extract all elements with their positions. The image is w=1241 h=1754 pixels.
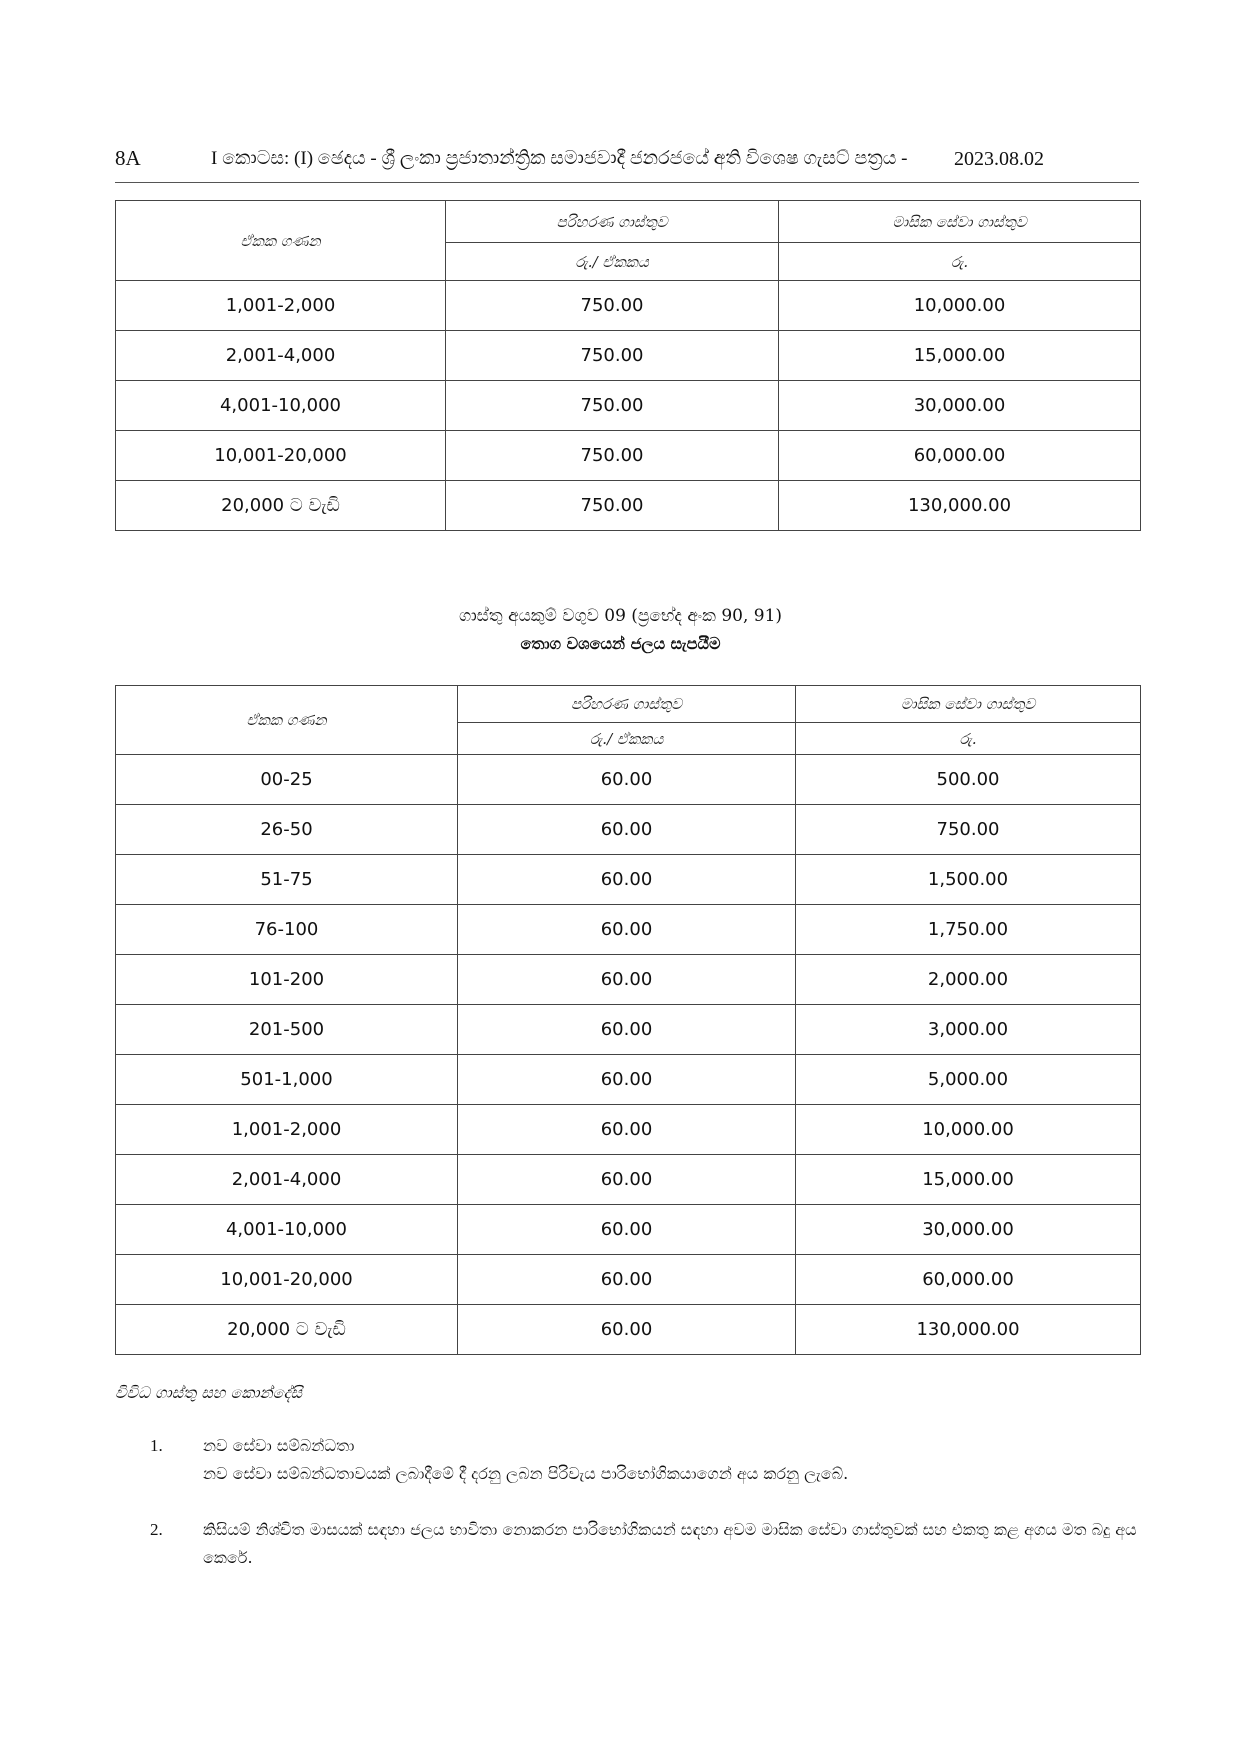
- note-item-1: [150, 1432, 1140, 1488]
- cell-monthly: 10,000.00: [779, 281, 1141, 331]
- cell-handling: 750.00: [446, 431, 779, 481]
- unit-handling: රු./ ඒකකය: [446, 243, 779, 281]
- note-number: 1.: [150, 1436, 163, 1455]
- cell-units: 2,001-4,000: [116, 1155, 458, 1205]
- cell-units: 20,000 ට වැඩි: [116, 1305, 458, 1355]
- note-text: කිසියම් නිශ්චිත මාසයක් සඳහා ජලය භාවිතා නොකරන පාරිභෝගිකයන් සඳහා අවම මාසික සේවා ගාස්තුවක් සහ එකතු කළ අගය මත බදු අය කෙරේ.: [203, 1520, 1137, 1567]
- cell-units: 26-50: [116, 805, 458, 855]
- cell-units: 201-500: [116, 1005, 458, 1055]
- unit-handling: රු./ ඒකකය: [458, 723, 796, 755]
- cell-monthly: 15,000.00: [779, 331, 1141, 381]
- col-header-monthly: මාසික සේවා ගාස්තුව: [796, 686, 1141, 723]
- cell-handling: 60.00: [458, 1305, 796, 1355]
- cell-handling: 60.00: [458, 805, 796, 855]
- unit-monthly: රු.: [779, 243, 1141, 281]
- table-row: [116, 1205, 1141, 1255]
- table-row: [116, 281, 1141, 331]
- cell-units: 10,001-20,000: [116, 431, 446, 481]
- cell-units: 20,000 ට වැඩි: [116, 481, 446, 531]
- cell-handling: 750.00: [446, 281, 779, 331]
- cell-monthly: 30,000.00: [796, 1205, 1141, 1255]
- cell-monthly: 5,000.00: [796, 1055, 1141, 1105]
- table-row: [116, 1155, 1141, 1205]
- gazette-title: I කොටස: (I) ඡෙදය - ශ්‍රී ලංකා ප්‍රජාතාන්ත්‍රික සමාජවාදී ජනරජයේ අති විශෙෂ ගැසට් පත්‍රය -: [211, 148, 908, 169]
- note-number: 2.: [150, 1520, 163, 1539]
- cell-handling: 60.00: [458, 855, 796, 905]
- cell-handling: 750.00: [446, 381, 779, 431]
- cell-units: 501-1,000: [116, 1055, 458, 1105]
- section-title: ගාස්තු අයකුම් වගුව 09 (ප්‍රභේද අංක 90, 91): [458, 606, 783, 626]
- cell-units: 10,001-20,000: [116, 1255, 458, 1305]
- cell-handling: 60.00: [458, 1205, 796, 1255]
- cell-handling: 60.00: [458, 955, 796, 1005]
- col-header-units: ඒකක ගණන: [116, 686, 458, 755]
- cell-monthly: 60,000.00: [779, 431, 1141, 481]
- table-row: [116, 1255, 1141, 1305]
- table-row: [116, 905, 1141, 955]
- cell-handling: 750.00: [446, 481, 779, 531]
- cell-handling: 60.00: [458, 1005, 796, 1055]
- cell-units: 00-25: [116, 755, 458, 805]
- cell-monthly: 2,000.00: [796, 955, 1141, 1005]
- col-header-units: ඒකක ගණන: [116, 201, 446, 281]
- cell-units: 4,001-10,000: [116, 381, 446, 431]
- table-row: [116, 805, 1141, 855]
- table-row: [116, 1105, 1141, 1155]
- cell-units: 2,001-4,000: [116, 331, 446, 381]
- cell-handling: 60.00: [458, 755, 796, 805]
- table-row: [116, 1005, 1141, 1055]
- cell-units: 51-75: [116, 855, 458, 905]
- cell-units: 1,001-2,000: [116, 281, 446, 331]
- cell-monthly: 130,000.00: [779, 481, 1141, 531]
- table-row: [116, 1305, 1141, 1355]
- cell-monthly: 130,000.00: [796, 1305, 1141, 1355]
- unit-monthly: රු.: [796, 723, 1141, 755]
- cell-monthly: 3,000.00: [796, 1005, 1141, 1055]
- cell-units: 101-200: [116, 955, 458, 1005]
- cell-units: 76-100: [116, 905, 458, 955]
- gazette-date: 2023.08.02: [954, 148, 1044, 170]
- table-row: [116, 381, 1141, 431]
- tariff-table-2: [115, 685, 1141, 1355]
- cell-monthly: 15,000.00: [796, 1155, 1141, 1205]
- cell-units: 1,001-2,000: [116, 1105, 458, 1155]
- table-row: [116, 955, 1141, 1005]
- cell-monthly: 500.00: [796, 755, 1141, 805]
- section-subtitle: තොග වශයෙන් ජලය සැපයීම: [520, 634, 721, 653]
- col-header-handling: පරිහරණ ගාස්තුව: [446, 201, 779, 243]
- table-row: [116, 431, 1141, 481]
- cell-monthly: 60,000.00: [796, 1255, 1141, 1305]
- table-row: [116, 481, 1141, 531]
- col-header-handling: පරිහරණ ගාස්තුව: [458, 686, 796, 723]
- tariff-table-1: [115, 200, 1141, 531]
- cell-handling: 60.00: [458, 1055, 796, 1105]
- cell-monthly: 1,750.00: [796, 905, 1141, 955]
- page-header: [115, 142, 1139, 183]
- cell-handling: 60.00: [458, 1255, 796, 1305]
- cell-handling: 750.00: [446, 331, 779, 381]
- cell-handling: 60.00: [458, 1105, 796, 1155]
- cell-monthly: 1,500.00: [796, 855, 1141, 905]
- table-row: [116, 1055, 1141, 1105]
- misc-charges-title: විවිධ ගාස්තු සහ කොන්දේසි: [115, 1383, 303, 1402]
- cell-monthly: 30,000.00: [779, 381, 1141, 431]
- table-row: [116, 331, 1141, 381]
- cell-handling: 60.00: [458, 905, 796, 955]
- table-row: [116, 755, 1141, 805]
- note-heading: නව සේවා සම්බන්ධතා: [203, 1436, 355, 1455]
- page-number: 8A: [115, 146, 141, 170]
- note-item-2: [150, 1516, 1140, 1572]
- note-text: නව සේවා සම්බන්ධතාවයක් ලබාදීමේ දී දරනු ලබන පිරිවැය පාරිභෝගිකයාගෙන් අය කරනු ලැබේ.: [203, 1464, 849, 1483]
- cell-monthly: 10,000.00: [796, 1105, 1141, 1155]
- cell-handling: 60.00: [458, 1155, 796, 1205]
- cell-units: 4,001-10,000: [116, 1205, 458, 1255]
- cell-monthly: 750.00: [796, 805, 1141, 855]
- col-header-monthly: මාසික සේවා ගාස්තුව: [779, 201, 1141, 243]
- table-row: [116, 855, 1141, 905]
